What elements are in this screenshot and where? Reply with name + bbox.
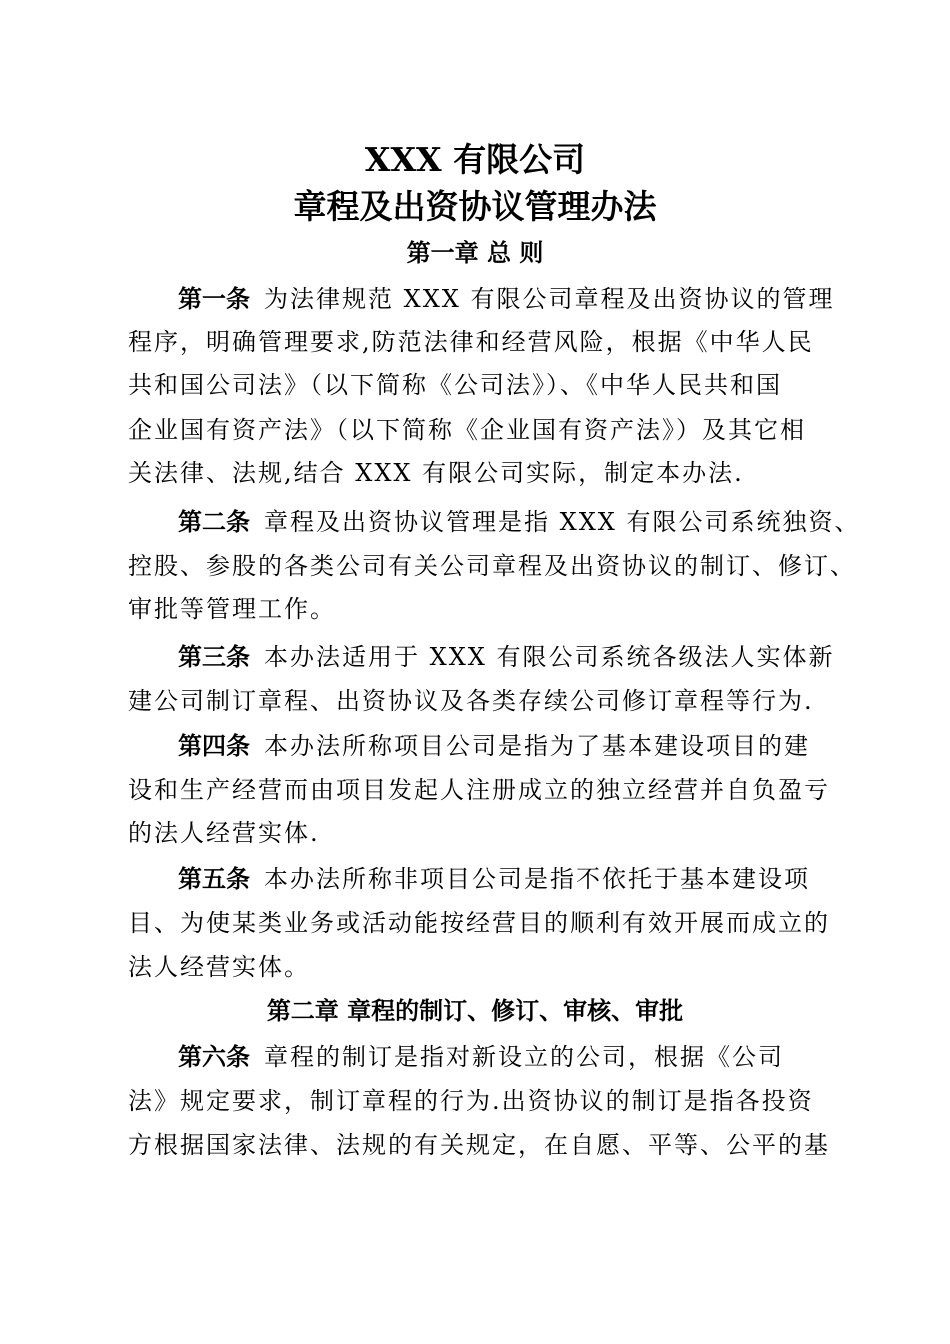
article-text: 章程的制订是指对新设立的公司，根据《公司 [264, 1043, 784, 1071]
article-text-line: 审批等管理工作。 [128, 595, 336, 623]
article-text-line: 控股、参股的各类公司有关公司章程及出资协议的制订、修订、 [128, 552, 856, 580]
article-label: 第一条 [178, 284, 250, 313]
article-text: 章程及出资协议管理是指 XXX 有限公司系统独资、 [264, 508, 861, 536]
article-text-line: 目、为使某类业务或活动能按经营目的顺利有效开展而成立的 [128, 909, 830, 937]
article-text-line: 企业国有资产法》（以下简称《企业国有资产法》）及其它相 [128, 416, 806, 444]
article-text: 本办法所称非项目公司是指不依托于基本建设项 [264, 865, 810, 893]
chapter-heading-1: 第一章 总 则 [406, 238, 544, 267]
article-1-first-line [178, 282, 835, 316]
article-text-line: 的法人经营实体. [128, 819, 320, 847]
article-6-first-line [178, 1040, 784, 1074]
article-text-line: 程序，明确管理要求,防范法律和经营风险，根据《中华人民 [128, 328, 814, 356]
article-text: 本办法适用于 XXX 有限公司系统各级法人实体新 [264, 643, 835, 671]
article-text-line: 法》规定要求，制订章程的行为.出资协议的制订是指各投资 [128, 1087, 814, 1115]
article-text-line: 方根据国家法律、法规的有关规定，在自愿、平等、公平的基 [128, 1131, 830, 1159]
article-label: 第四条 [178, 731, 250, 760]
document-title-line1: XXX 有限公司 [364, 140, 586, 179]
article-text: 为法律规范 XXX 有限公司章程及出资协议的管理 [264, 285, 835, 313]
article-text-line: 设和生产经营而由项目发起人注册成立的独立经营并自负盈亏 [128, 776, 830, 804]
article-4-first-line [178, 729, 810, 763]
article-text-line: 法人经营实体。 [128, 953, 310, 981]
article-label: 第六条 [178, 1042, 250, 1071]
article-2-first-line [178, 505, 861, 539]
document-title-line2: 章程及出资协议管理办法 [293, 187, 657, 226]
article-text-line: 关法律、法规,结合 XXX 有限公司实际，制定本办法. [128, 459, 744, 487]
article-text-line: 共和国公司法》（以下简称《公司法》）、《中华人民共和国 [128, 371, 782, 399]
chapter-heading-2: 第二章 章程的制订、修订、审核、审批 [266, 996, 684, 1025]
article-label: 第五条 [178, 864, 250, 893]
article-text-line: 建公司制订章程、出资协议及各类存续公司修订章程等行为. [128, 687, 814, 715]
article-3-first-line [178, 640, 835, 674]
article-label: 第二条 [178, 507, 250, 536]
article-text: 本办法所称项目公司是指为了基本建设项目的建 [264, 732, 810, 760]
article-label: 第三条 [178, 642, 250, 671]
article-5-first-line [178, 862, 810, 896]
